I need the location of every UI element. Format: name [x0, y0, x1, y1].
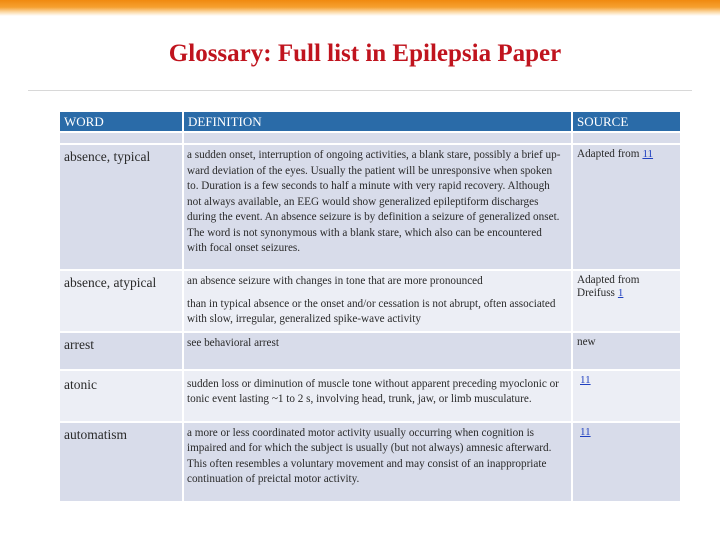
header-source: SOURCE — [572, 111, 681, 132]
table-row — [59, 332, 681, 370]
top-accent-bar — [0, 0, 720, 16]
header-word: WORD — [59, 111, 183, 132]
source-cell — [572, 422, 681, 502]
source-text: Adapted from — [577, 148, 640, 160]
definition-line: than in typical absence or the onset and/or cessation is not abrupt, often associated with slow, irregular, generalized spike-wave activity — [187, 297, 556, 325]
term-cell: atonic — [59, 370, 183, 422]
table-row — [59, 144, 681, 270]
source-cell — [572, 270, 681, 332]
definition-cell — [183, 270, 572, 332]
term-cell: absence, atypical — [59, 270, 183, 332]
reference-link[interactable]: 11 — [580, 373, 591, 386]
term-cell: arrest — [59, 332, 183, 370]
header-definition: DEFINITION — [183, 111, 572, 132]
definition-cell: a sudden onset, interruption of ongoing activities, a blank stare, possibly a brief up- ward deviation of the eyes. Usually the patient will be unresponsive when spoken to. Duration is a few seconds to half a minute with very rapid recovery. Although not always available, an EEG would show generalized epileptiform discharges during the event. An absence seizure is by definition a seizure of generalized onset. The word is not synonymous with a blank stare, which also can be encountered with focal onset seizures. — [183, 144, 572, 270]
reference-link[interactable]: 11 — [642, 148, 654, 160]
slide-title: Glossary: Full list in Epilepsia Paper — [168, 40, 562, 67]
table-header-row — [59, 111, 681, 132]
source-cell: new — [572, 332, 681, 370]
definition-cell: a more or less coordinated motor activity usually occurring when cognition is impaired and for which the subject is usually (but not always) amnesic afterward. This often resembles a voluntary movement and may consist of an inappropriate continuation of preictal motor activity. — [183, 422, 572, 502]
title-divider — [28, 90, 692, 91]
table-row — [59, 370, 681, 422]
source-cell — [572, 144, 681, 270]
reference-link[interactable]: 1 — [617, 287, 624, 299]
term-cell: automatism — [59, 422, 183, 502]
table-spacer-row — [59, 132, 681, 144]
term-cell: absence, typical — [59, 144, 183, 270]
reference-link[interactable]: 11 — [580, 425, 591, 438]
definition-cell: sudden loss or diminution of muscle tone without apparent preceding myoclonic or tonic event lasting ~1 to 2 s, involving head, trunk, jaw, or limb musculature. — [183, 370, 572, 422]
definition-line: an absence seizure with changes in tone that are more pronounced — [187, 275, 483, 287]
table-row — [59, 422, 681, 502]
definition-cell: see behavioral arrest — [183, 332, 572, 370]
source-text: Adapted from Dreifuss — [577, 274, 640, 299]
glossary-table — [58, 110, 682, 503]
source-cell — [572, 370, 681, 422]
table-row — [59, 270, 681, 332]
